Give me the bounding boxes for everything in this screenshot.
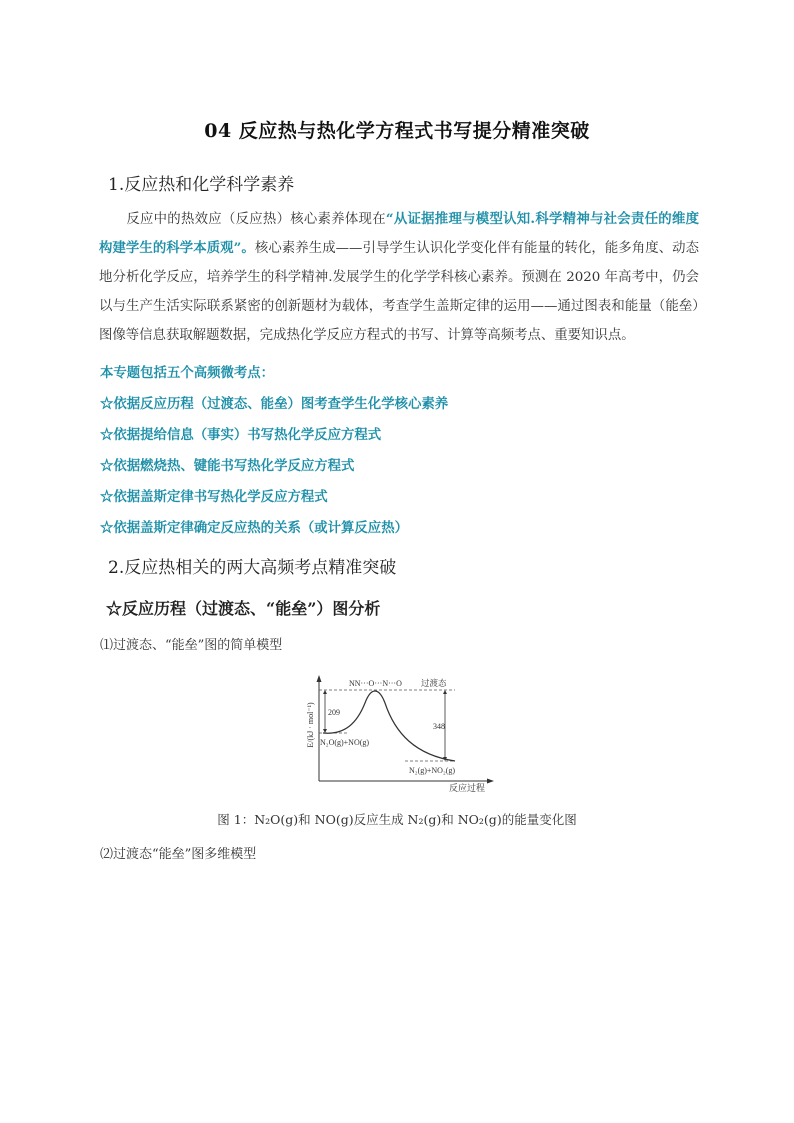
figure-caption: 图 1：N₂O(g)和 NO(g)反应生成 N₂(g)和 NO₂(g)的能量变化图 bbox=[217, 812, 577, 827]
paragraph-part-2: 核心素养生成——引导学生认识化学变化伴有能量的转化，能多角度、动态地分析化学反应，培养学生的科学精神.发展学生的化学学科核心素养。预测在 2020 年高考中，仍会以与生产生活实际联系紧密的创新题材为载体，考查学生盖斯定律的运用——通过图表和能量（能垒）图像等信息获取解题数据，完成热化学反应方程式的书写、计算等高频考点、重要知识点。 bbox=[99, 241, 700, 343]
activation-arrow-head-up bbox=[323, 690, 327, 694]
difference-arrow-head-up bbox=[443, 690, 447, 694]
list-item-2: ⑵过渡态“能垒”图多维模型 bbox=[100, 847, 257, 862]
x-axis-label: 反应过程 bbox=[448, 783, 486, 793]
y-axis-arrow bbox=[317, 675, 322, 682]
section-heading-2: 2.反应热相关的两大高频考点精准突破 bbox=[108, 558, 397, 578]
paragraph-part-1: 反应中的热效应（反应热）核心素养体现在 bbox=[126, 212, 386, 227]
point-item-3: ☆依据燃烧热、键能书写热化学反应方程式 bbox=[100, 458, 355, 474]
reactants-label: N₂O(g)+NO(g) bbox=[320, 738, 370, 747]
products-label: N₂(g)+NO₂(g) bbox=[409, 766, 456, 775]
energy-difference-value: 348 bbox=[433, 722, 445, 731]
intro-paragraph bbox=[99, 205, 699, 350]
paragraph-emphasis: “从证据推理与模型认知.科学精神与社会责任的维度构建学生的科学本质观”。 bbox=[99, 211, 699, 256]
point-item-4: ☆依据盖斯定律书写热化学反应方程式 bbox=[100, 489, 328, 505]
list-item-1: ⑴过渡态、“能垒”图的简单模型 bbox=[100, 638, 283, 653]
subsection-heading: ☆反应历程（过渡态、“能垒”）图分析 bbox=[106, 599, 381, 618]
point-item-5: ☆依据盖斯定律确定反应热的关系（或计算反应热） bbox=[100, 520, 408, 536]
energy-diagram bbox=[305, 663, 505, 795]
transition-state-formula: NN···O···N···O bbox=[349, 679, 402, 688]
section-heading-1: 1.反应热和化学科学素养 bbox=[108, 175, 295, 195]
y-axis-label: E/(kJ · mol⁻¹) bbox=[306, 702, 315, 748]
page-title: 04 反应热与热化学方程式书写提分精准突破 bbox=[204, 120, 590, 142]
activation-arrow-head-down bbox=[323, 729, 327, 733]
points-intro: 本专题包括五个高频微考点： bbox=[100, 365, 275, 381]
transition-state-label: 过渡态 bbox=[421, 678, 447, 688]
x-axis-arrow bbox=[487, 779, 494, 784]
activation-energy-value: 209 bbox=[328, 708, 340, 717]
point-item-1: ☆依据反应历程（过渡态、能垒）图考查学生化学核心素养 bbox=[100, 396, 449, 412]
point-item-2: ☆依据提给信息（事实）书写热化学反应方程式 bbox=[100, 427, 382, 443]
